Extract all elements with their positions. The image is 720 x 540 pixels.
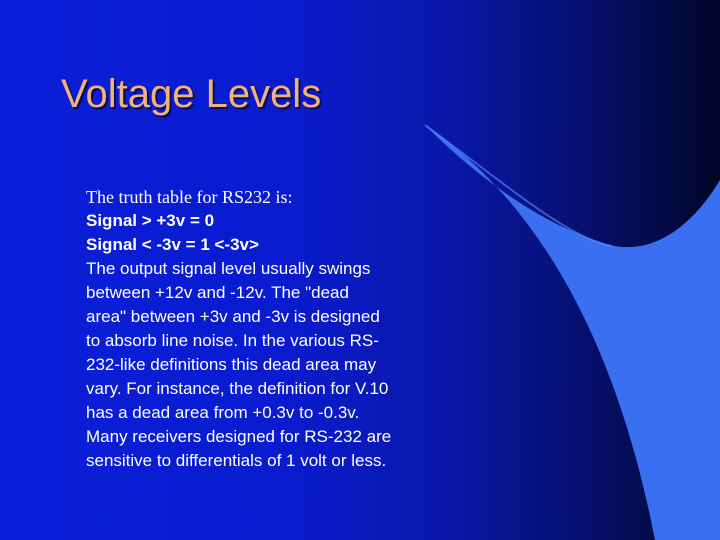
body-line: has a dead area from +0.3v to -0.3v. xyxy=(86,403,360,422)
body-line: between +12v and -12v. The "dead xyxy=(86,283,349,302)
body-line: sensitive to differentials of 1 volt or less. xyxy=(86,451,387,470)
body-line: The output signal level usually swings xyxy=(86,259,371,278)
body-line: 232-like definitions this dead area may xyxy=(86,355,377,374)
slide-body xyxy=(86,185,466,473)
slide-title: Voltage Levels xyxy=(61,72,322,116)
body-line: vary. For instance, the definition for V.10 xyxy=(86,379,389,398)
rule-line-2: Signal < -3v = 1 <-3v> xyxy=(86,235,259,254)
intro-line: The truth table for RS232 is: xyxy=(86,187,293,207)
body-line: to absorb line noise. In the various RS- xyxy=(86,331,379,350)
rule-line-1: Signal > +3v = 0 xyxy=(86,211,215,230)
body-line: Many receivers designed for RS-232 are xyxy=(86,427,392,446)
swoosh-shape xyxy=(425,125,720,540)
body-line: area" between +3v and -3v is designed xyxy=(86,307,380,326)
